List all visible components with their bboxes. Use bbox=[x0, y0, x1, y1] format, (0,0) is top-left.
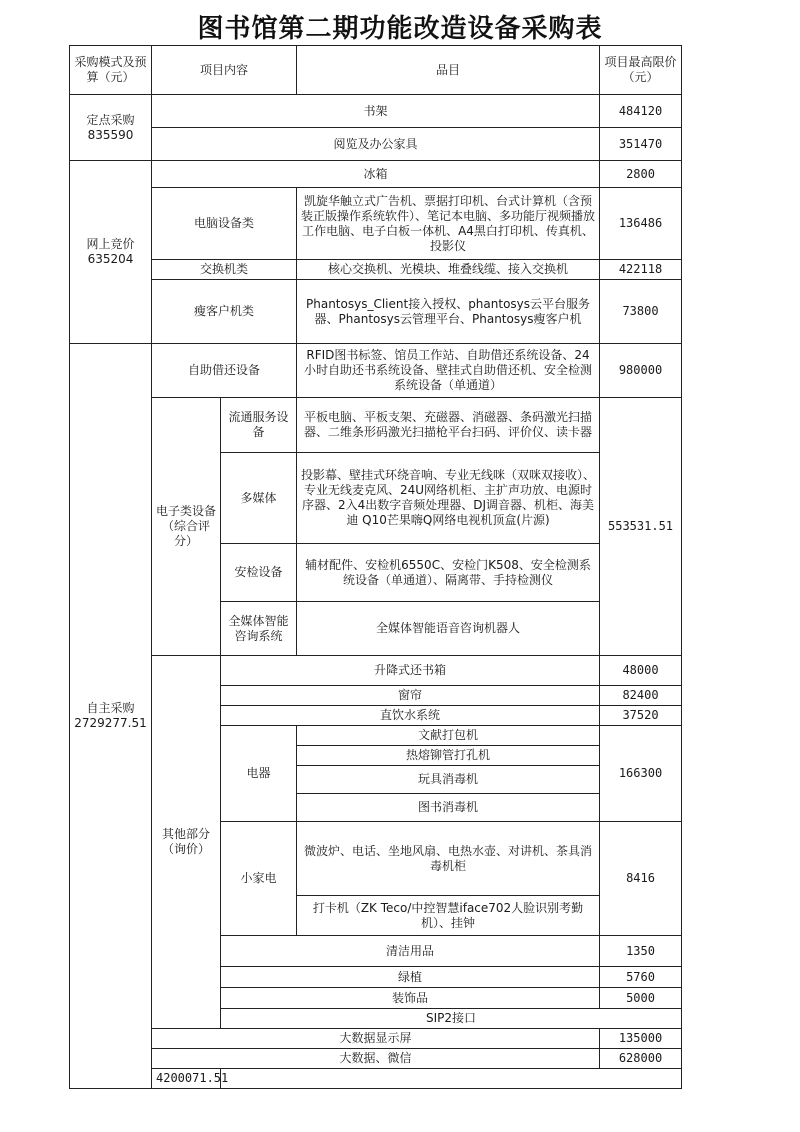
sub-category-cell: 安检设备 bbox=[221, 544, 297, 602]
item-cell: 清洁用品 bbox=[221, 936, 600, 967]
table-row bbox=[70, 656, 682, 686]
price-cell: 166300 bbox=[600, 726, 682, 822]
item-cell: 装饰品 bbox=[221, 988, 600, 1009]
item-cell: 打卡机（ZK Teco/中控智慧iface702人脸识别考勤机）、挂钟 bbox=[297, 896, 600, 936]
table-row bbox=[70, 398, 682, 453]
table-header-row bbox=[70, 46, 682, 95]
item-cell: 玩具消毒机 bbox=[297, 766, 600, 794]
price-cell: 1350 bbox=[600, 936, 682, 967]
table-row bbox=[70, 161, 682, 188]
mode-label: 自主采购 bbox=[86, 701, 135, 715]
table-row bbox=[70, 260, 682, 280]
project-cell: 自助借还设备 bbox=[152, 344, 297, 398]
price-cell: 5760 bbox=[600, 967, 682, 988]
table-row bbox=[70, 1029, 682, 1049]
project-cell-others: 其他部分（询价） bbox=[152, 656, 221, 1029]
table-row bbox=[70, 128, 682, 161]
item-cell: 辅材配件、安检机6550C、安检门K508、安全检测系统设备（单通道）、隔离带、手持检测仪 bbox=[297, 544, 600, 602]
sub-category-cell: 全媒体智能咨询系统 bbox=[221, 602, 297, 656]
total-row bbox=[70, 1069, 682, 1089]
item-cell: 绿植 bbox=[221, 967, 600, 988]
item-cell: 平板电脑、平板支架、充磁器、消磁器、条码激光扫描器、二维条形码激光扫描枪平台扫码、评价仪、读卡器 bbox=[297, 398, 600, 453]
mode-budget: 635204 bbox=[87, 252, 134, 266]
price-cell: 136486 bbox=[600, 188, 682, 260]
mode-cell-self bbox=[70, 344, 152, 1089]
item-cell: SIP2接口 bbox=[221, 1009, 682, 1029]
mode-budget: 2729277.51 bbox=[74, 716, 147, 730]
mode-label: 定点采购 bbox=[86, 112, 135, 127]
project-cell-electronic: 电子类设备（综合评分） bbox=[152, 398, 221, 656]
project-cell: 瘦客户机类 bbox=[152, 280, 297, 344]
item-cell: 热熔铆管打孔机 bbox=[297, 746, 600, 766]
total-spacer bbox=[221, 1069, 682, 1089]
sub-category-cell: 小家电 bbox=[221, 822, 297, 936]
sub-category-cell: 多媒体 bbox=[221, 453, 297, 544]
item-cell: RFID图书标签、馆员工作站、自助借还系统设备、24小时自助还书系统设备、壁挂式自助借还机、安全检测系统设备（单通道） bbox=[297, 344, 600, 398]
item-cell: 全媒体智能语音咨询机器人 bbox=[297, 602, 600, 656]
item-cell: 大数据、微信 bbox=[152, 1049, 600, 1069]
header-mode-budget: 采购模式及预算（元） bbox=[70, 46, 152, 95]
total-budget: 4200071.51 bbox=[152, 1069, 221, 1089]
price-cell: 553531.51 bbox=[600, 398, 682, 656]
item-cell: 微波炉、电话、坐地风扇、电热水壶、对讲机、茶具消毒机柜 bbox=[297, 822, 600, 896]
price-cell: 48000 bbox=[600, 656, 682, 686]
price-cell: 980000 bbox=[600, 344, 682, 398]
project-cell: 交换机类 bbox=[152, 260, 297, 280]
price-cell: 82400 bbox=[600, 686, 682, 706]
item-cell: 书架 bbox=[152, 95, 600, 128]
price-cell: 5000 bbox=[600, 988, 682, 1009]
price-cell: 135000 bbox=[600, 1029, 682, 1049]
price-cell: 73800 bbox=[600, 280, 682, 344]
item-cell: 图书消毒机 bbox=[297, 794, 600, 822]
mode-cell-fixed bbox=[70, 95, 152, 161]
sub-category-cell: 流通服务设备 bbox=[221, 398, 297, 453]
price-cell: 8416 bbox=[600, 822, 682, 936]
item-cell: 直饮水系统 bbox=[221, 706, 600, 726]
price-cell: 351470 bbox=[600, 128, 682, 161]
mode-budget: 835590 bbox=[87, 127, 134, 142]
price-cell: 484120 bbox=[600, 95, 682, 128]
price-cell: 628000 bbox=[600, 1049, 682, 1069]
item-cell: 冰箱 bbox=[152, 161, 600, 188]
project-cell: 电脑设备类 bbox=[152, 188, 297, 260]
mode-label: 网上竞价 bbox=[86, 237, 135, 251]
item-cell: 文献打包机 bbox=[297, 726, 600, 746]
table-row bbox=[70, 188, 682, 260]
mode-cell-online bbox=[70, 161, 152, 344]
item-cell: Phantosys_Client接入授权、phantosys云平台服务器、Phantosys云管理平台、Phantosys瘦客户机 bbox=[297, 280, 600, 344]
sub-category-cell: 电器 bbox=[221, 726, 297, 822]
item-cell: 阅览及办公家具 bbox=[152, 128, 600, 161]
header-max-price: 项目最高限价（元） bbox=[600, 46, 682, 95]
item-cell: 核心交换机、光模块、堆叠线缆、接入交换机 bbox=[297, 260, 600, 280]
item-cell: 大数据显示屏 bbox=[152, 1029, 600, 1049]
document-title: 图书馆第二期功能改造设备采购表 bbox=[197, 14, 603, 44]
header-items: 品目 bbox=[297, 46, 600, 95]
item-cell: 窗帘 bbox=[221, 686, 600, 706]
header-project: 项目内容 bbox=[152, 46, 297, 95]
item-cell: 升降式还书箱 bbox=[221, 656, 600, 686]
table-row bbox=[70, 280, 682, 344]
price-cell: 2800 bbox=[600, 161, 682, 188]
price-cell: 37520 bbox=[600, 706, 682, 726]
table-row bbox=[70, 344, 682, 398]
price-cell: 422118 bbox=[600, 260, 682, 280]
table-row bbox=[70, 1049, 682, 1069]
item-cell: 凯旋华触立式广告机、票据打印机、台式计算机（含预装正版操作系统软件）、笔记本电脑、多功能厅视频播放工作电脑、电子白板一体机、A4黑白打印机、传真机、投影仪 bbox=[297, 188, 600, 260]
item-cell: 投影幕、壁挂式环绕音响、专业无线咪（双咪双接收）、专业无线麦克风、24U网络机柜、主扩声功放、电源时序器、2入4出数字音频处理器、DJ调音器、机柜、海美迪 Q10芒果嗨Q网络电视机顶盒(片源) bbox=[297, 453, 600, 544]
procurement-table bbox=[69, 45, 682, 1089]
table-row bbox=[70, 95, 682, 128]
